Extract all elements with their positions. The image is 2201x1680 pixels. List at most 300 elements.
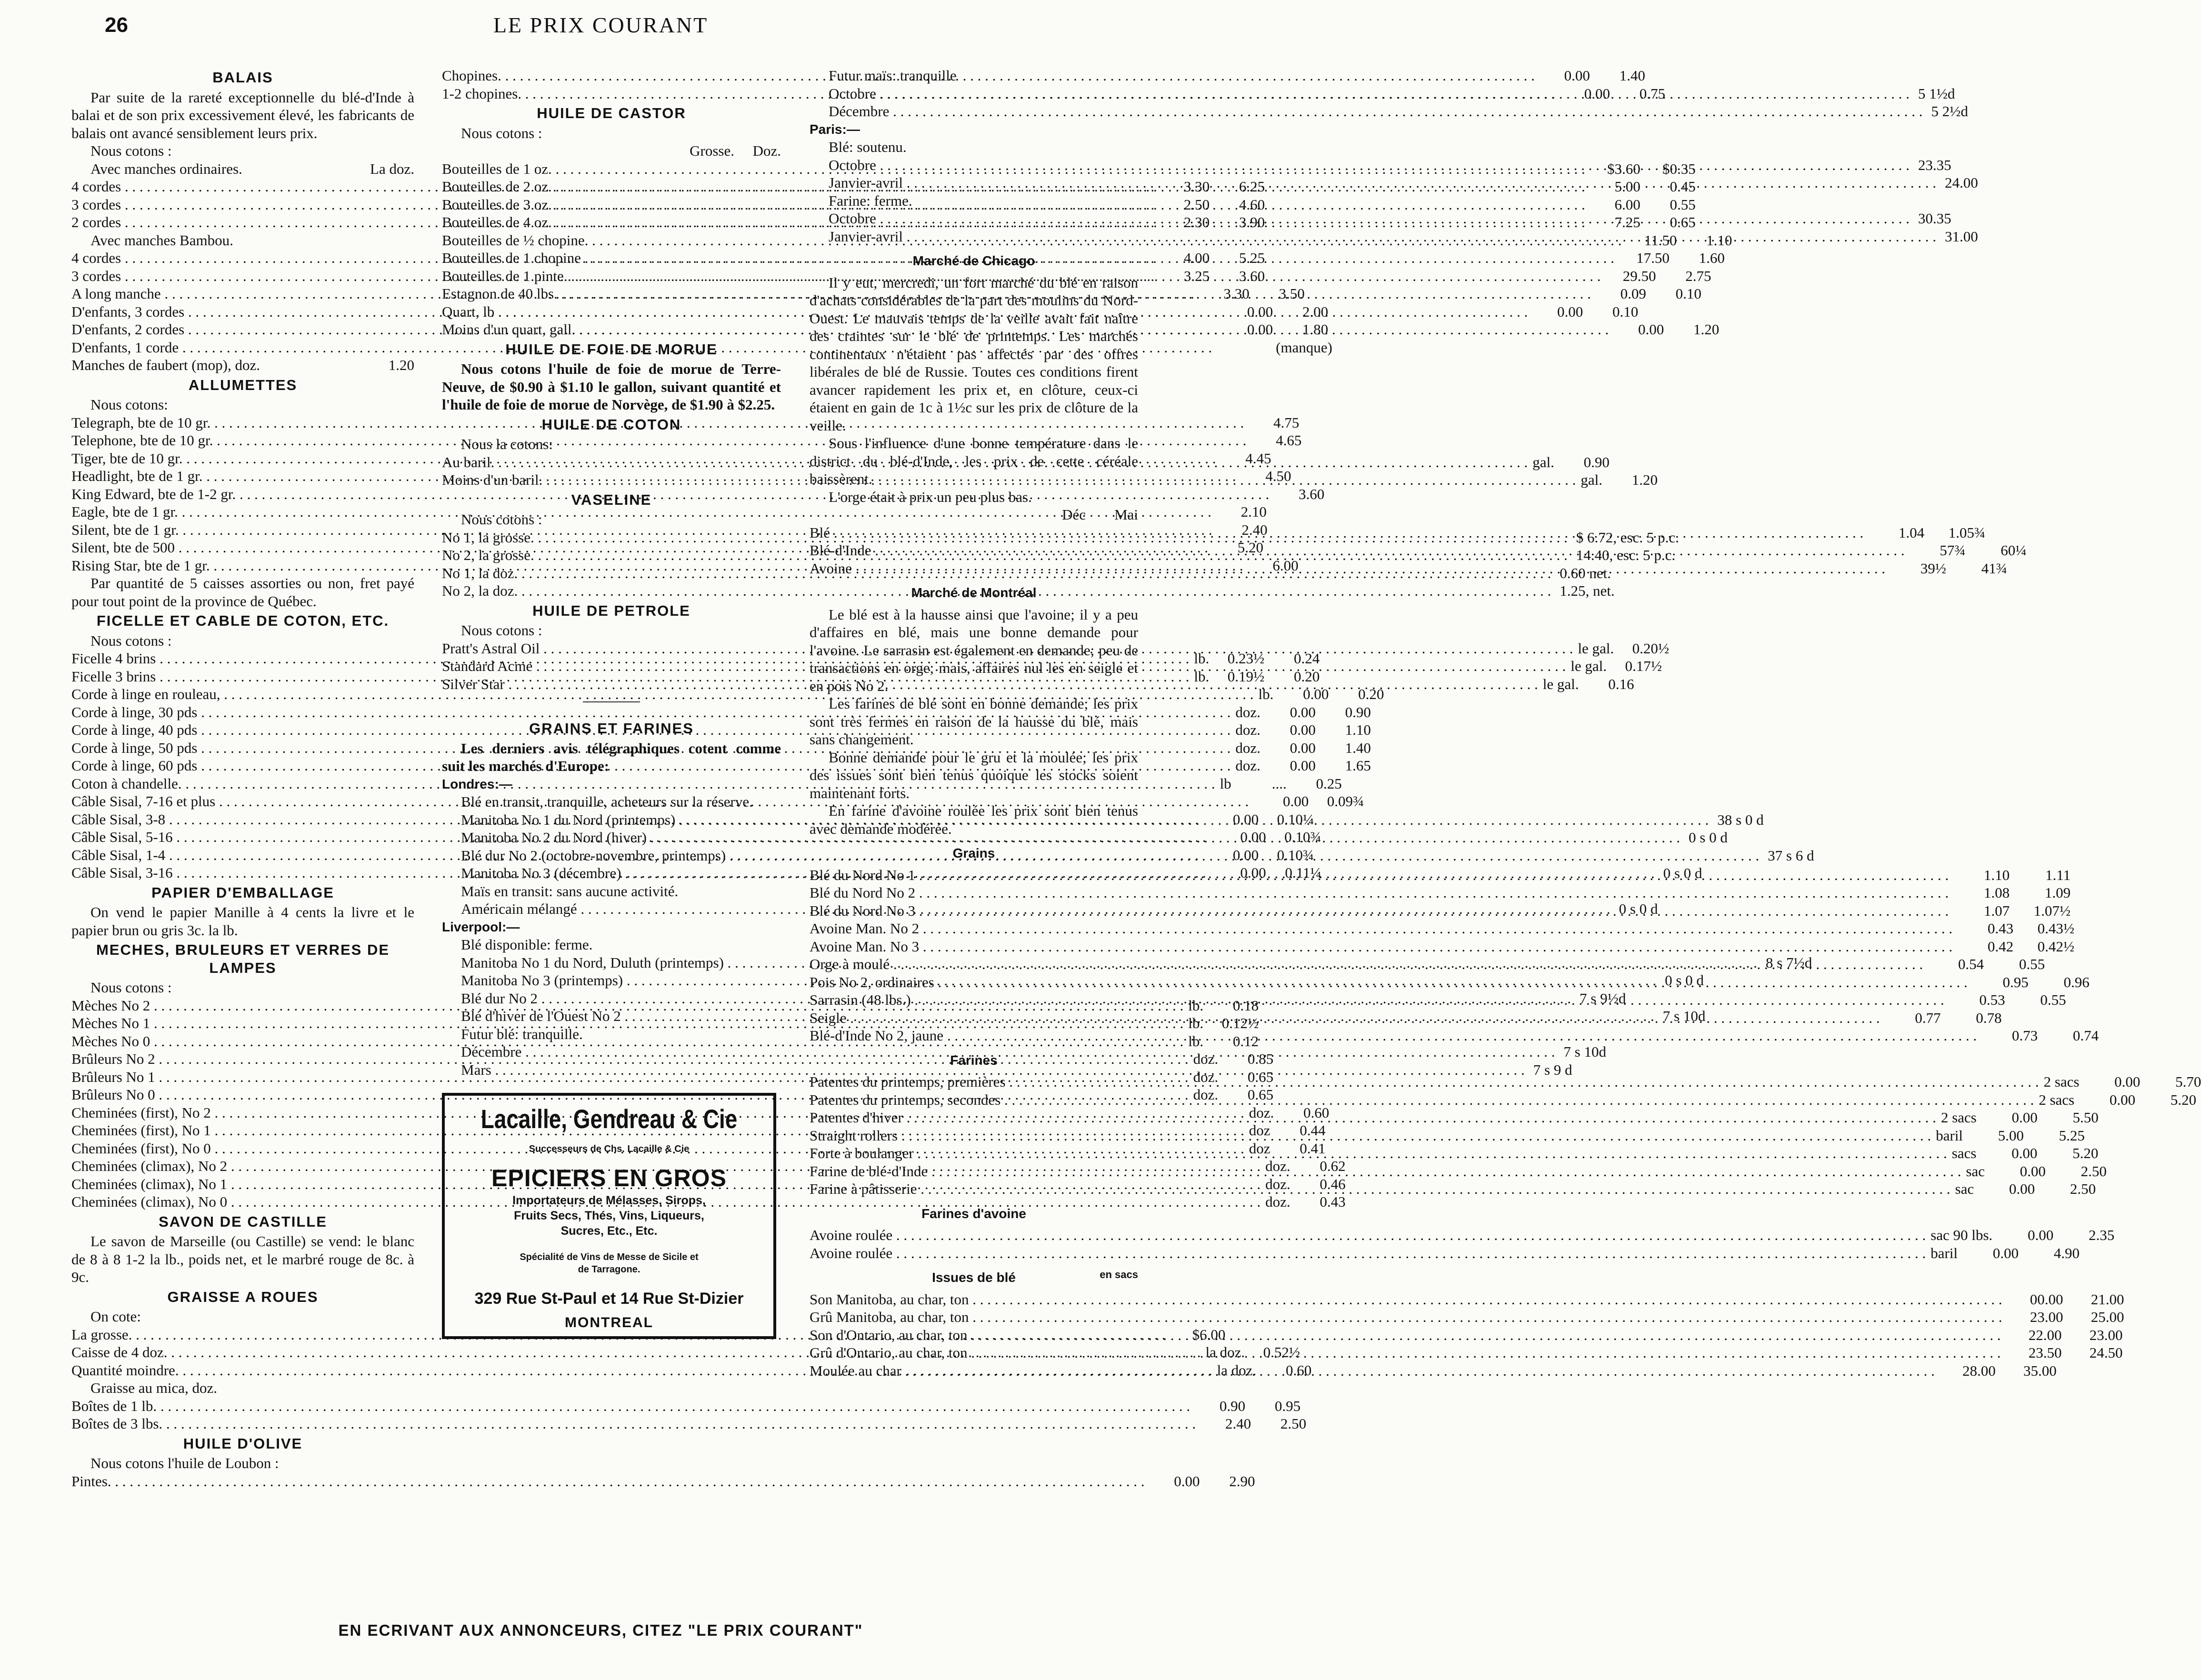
item-name: Quart, lb . . . [442,303,1528,321]
item-name: No 1, la grosse. . . . [442,529,1568,547]
ad-successors: Successeurs de Chs. Lacaille & Cie [529,1144,690,1154]
advertisement [442,1093,776,1339]
list-item: Américain mélangé . . . 0 s 0 d [442,900,781,918]
item-b: 4.60 [1239,196,1265,213]
item-value: 0.60 [1285,1361,1312,1379]
section-title-grains-farines: GRAINS ET FARINES [529,720,694,737]
montreal-text-2: Les farines de blé sont en bonne demande; les prix sont très fermes en raison de la hausse du blé, mais sans changement. [810,695,1138,748]
item-unit: baril [1931,1244,1958,1261]
section-title-montreal: Marché de Montréal [911,585,1037,600]
item-b: 2.90 [1229,1472,1255,1490]
item-a: 1.07 [1983,902,2010,919]
item-name: Bouteilles de 1 oz. . . . [442,160,1585,178]
section-title-graisse: GRAISSE A ROUES [167,1288,319,1305]
item-name: Moins d'un baril. . . . [442,471,1576,489]
list-item [810,920,2075,938]
item-b: 0.78 [1976,1009,2002,1026]
item-name: Manitoba No 2 du Nord (hiver) . . . [461,829,1680,847]
item-value: 0.43 [1320,1193,1346,1210]
item-value: 2.10 [1241,503,1267,520]
item-value: 0.62 [1320,1158,1346,1174]
huile-olive-list [71,1472,1255,1490]
huile-olive-text: Nous cotons l'huile de Loubon : [90,1455,279,1471]
ad-address: 329 Rue St-Paul et 14 Rue St-Dizier [474,1289,744,1308]
item-name: Brûleurs No 1 . . . [71,1068,1189,1086]
farines-avoine-list [810,1226,2115,1262]
item-a: 57¾ [1940,542,1966,559]
item-b: 0.55 [1670,196,1696,213]
item-name: Farine de blé-d'Inde . . . [810,1162,1961,1180]
item-name: Câble Sisal, 3-8 . . . [71,810,1199,829]
item-name: Bouteilles de 1 pinte. . . . [442,267,1601,285]
item-a: 5.00 [1614,178,1641,195]
item-name: Pratt's Astral Oil . . . [442,640,1573,658]
section-title-huile-olive: HUILE D'OLIVE [183,1435,303,1452]
item-b: 1.10 [1706,231,1732,249]
item-unit: lb. [1188,1032,1204,1050]
graisse-mica-list [71,1397,1307,1433]
montreal-text-3: Bonne demande pour le gru et la moulée; les prix des issues sont bien tenus quoique les stocks soient maintenant forts. [810,749,1138,801]
item-a: 0.00 [2011,1109,2038,1126]
item-name: Mèches No 0 . . . [71,1032,1183,1050]
item-unit: lb. [1258,686,1274,702]
list-item [810,884,2071,902]
huile-coton-nous-cotons: Nous la cotons: [461,436,553,452]
item-a: 0.00 [1240,864,1266,881]
item-a: 29.50 [1622,267,1656,284]
item-value: 0 s 0 d [1665,972,1704,989]
item-b: 6.25 [1239,178,1265,195]
item-unit: doz. [1193,1050,1219,1067]
item-name: 3 cordes . . . [71,267,1154,285]
item-name: Mèches No 1 . . . [71,1014,1183,1032]
item-name: Cheminées (first), No 0 . . . [71,1140,1244,1158]
item-value: 7 s 9½d [1580,990,1626,1007]
huile-castor-column-headers: Grosse. Doz. [690,142,781,159]
item-b: 0.09¾ [1327,793,1364,810]
item-b: 0.45 [1670,178,1696,195]
item-unit: doz [1249,1122,1271,1139]
item-name: Standard Acme . . . [442,657,1566,675]
ad-line-2: Fruits Secs, Thés, Vins, Liqueurs, [514,1209,704,1222]
item-unit: doz. [1193,1068,1219,1085]
item-name: 4 cordes . . . [71,178,1154,196]
item-unit: le gal. [1571,658,1607,674]
item-name: Décembre . . . [829,102,1922,120]
item-name: Câble Sisal, 1-4 . . . [71,846,1199,864]
item-name: No 1, la doz. . . . [442,564,1551,582]
item-a: 0.00 [1232,846,1259,863]
ad-specialty: Spécialité de Vins de Messe de Sicile et de Tarragone. [520,1251,699,1275]
item-value: 0 s 0 d [1689,829,1728,846]
section-title-huile-morue: HUILE DE FOIE DE MORUE [505,340,718,358]
section-title-farines-avoine: Farines d'avoine [921,1206,1026,1221]
item-unit: doz. [1249,1104,1274,1121]
list-item [810,1244,2080,1262]
item-name: Coton à chandelle. . . . [71,775,1215,793]
item-name: Seigle . . . [810,1009,1880,1027]
item-a: 2.50 [1183,196,1210,213]
item-b: 3.60 [1239,267,1265,284]
item-a: 0.00 [2020,1162,2046,1180]
futur-mais-text: Futur maïs: tranquille [829,67,957,84]
item-value: 38 s 0 d [1717,811,1764,828]
item-b: 1.05¾ [1948,524,1986,541]
item-unit: lb. [1194,668,1210,685]
item-a: 0.00 [1290,721,1316,738]
item-value: 0.65 [1247,1086,1274,1103]
item-name: Son d'Ontario, au char, ton . . . [810,1326,2001,1344]
item-name: Moulée au char . . . [810,1362,1935,1380]
item-name: Corde à linge, 50 pds . . . [71,739,1231,757]
item-unit: lb [1220,775,1231,792]
item-name: Blé-d'Inde No 2, jaune . . . [810,1027,1977,1045]
item-b: 1.65 [1345,757,1371,774]
item-b: 0.95 [1274,1397,1301,1414]
item-unit: sac [1955,1180,1974,1197]
item-a: 5.00 [1998,1127,2024,1144]
item-b: 0.20 [1293,668,1320,685]
item-b: 5.25 [2059,1127,2085,1144]
item-b: 2.50 [2081,1162,2107,1180]
issues-unit: en sacs [1100,1269,1138,1280]
item-unit: doz. [1235,739,1261,756]
item-name: La grosse. . . . [71,1326,1165,1344]
papier-text: On vend le papier Manille à 4 cents la livre et le papier brun ou gris 3c. la lb. [71,904,414,939]
item-value: 0.41 [1300,1140,1326,1157]
item-name: Au baril. . . . [442,453,1528,471]
section-title-papier: PAPIER D'EMBALLAGE [151,884,334,901]
item-value: $6.00 [1192,1326,1226,1343]
item-name: Pintes. . . . [71,1472,1145,1490]
item-unit: gal. [1581,471,1603,488]
huile-morue-text: Nous cotons l'huile de foie de morue de Terre-Neuve, de $0.90 à $1.10 le gallon, suivant quantité et l'huile de foie de morue de Norvège, de $1.90 à $2.25. [442,360,781,413]
item-value: $ 6.72, esc. 5 p.c. [1576,529,1679,546]
allumettes-note: Par quantité de 5 caisses assorties ou non, fret payé pour tout point de la province de Québec. [71,575,414,610]
item-value: 0.16 [1608,675,1634,692]
item-name: Blé dur No 2 (octobre-novembre, printemps) . . . [461,847,1759,865]
item-unit: doz. [1193,1086,1219,1103]
item-a: 0.00 [1247,321,1273,338]
item-a: 0.00 [1564,67,1590,84]
item-a: 0.00 [1247,303,1273,320]
item-unit: doz [1249,1140,1271,1157]
chicago-text-2: Sous l'influence d'une bonne température dans le district du blé-d'Inde, les prix de cette céréale baissèrent. [810,435,1138,487]
item-name: Telegraph, bte de 10 gr. . . . [71,414,1244,432]
item-name: D'enfants, 3 cordes . . . [71,303,1218,321]
item-name: Eagle, bte de 1 gr. . . . [71,503,1211,521]
item-name: Grû d'Ontario, au char, ton . . . [810,1344,2001,1362]
savon-text: Le savon de Marseille (ou Castille) se vend: le blanc de 8 à 8 1-2 la lb., poids net, et le marbré rouge de 8c. à 9c. [71,1233,414,1285]
item-name: Pois No 2, ordinaires . . . [810,973,1968,991]
liverpool-text: Blé disponible: ferme. [461,936,593,953]
item-name: Mars . . . [461,1061,1525,1079]
item-name: 1-2 chopines. . . . [442,85,1555,103]
item-name: A long manche . . . [71,285,1194,303]
page-number: 26 [105,13,128,37]
item-b: 3.50 [1279,285,1305,302]
item-b: 0.75 [1639,85,1666,102]
item-value: 23.35 [1918,156,1951,173]
section-title-chicago: Marché de Chicago [912,253,1035,268]
ficelle-nous-cotons: Nous cotons : [90,632,172,649]
item-value: 0.60 [1303,1104,1330,1121]
item-b: 0.10¾ [1277,846,1314,863]
item-a: 0.23½ [1227,650,1265,667]
list-item [810,1226,2115,1244]
item-a: 23.50 [2028,1344,2062,1361]
list-item [71,1472,1255,1490]
ad-line-1: Importateurs de Mélasses, Sirops, [512,1193,706,1207]
balais-bambou-label: Avec manches Bambou. [90,231,233,249]
item-unit: doz. [1235,721,1261,738]
item-b: 3.90 [1239,214,1265,230]
item-value: 8 s 7½d [1765,954,1812,971]
item-name: Manitoba No 3 (décembre) . . . [461,864,1655,882]
section-title-savon: SAVON DE CASTILLE [159,1213,327,1230]
item-name: Octobre . . . [829,85,1910,103]
item-b: 0.55 [2019,956,2045,972]
item-name: Bouteilles de 4 oz. . . . [442,213,1585,231]
montreal-text-4: En farine d'avoine roulée les prix sont bien tenus avec demande modérée. [810,802,1138,837]
item-a: 22.00 [2028,1326,2062,1343]
item-value: 7 s 9 d [1533,1061,1572,1078]
section-title-meches: MECHES, BRULEURS ET VERRES DE LAMPES [96,941,390,976]
section-title-huile-castor: HUILE DE CASTOR [537,105,686,121]
item-a: 0.00 [1557,303,1583,320]
item-name: Sarrasin (48 lbs.) . . . [810,991,1944,1009]
item-a [1212,339,1267,357]
item-name: Corde à linge, 40 pds . . . [71,721,1231,739]
item-b: 0.65 [1670,214,1696,230]
vaseline-nous-cotons: Nous cotons : [461,511,542,528]
item-a: .... [1271,775,1287,792]
item-a: 0.00 [1232,810,1259,828]
item-b: 0.10 [1612,303,1639,320]
item-a: 0.53 [1979,991,2005,1008]
item-a: 0.43 [1987,920,2014,937]
item-name: Son Manitoba, au char, ton . . . [810,1290,2002,1309]
item-a: 3.30 [1183,178,1210,195]
item-name: Boîtes de 1 lb. . . . [71,1397,1190,1415]
item-b: 2.50 [2070,1180,2096,1197]
item-value: 4.45 [1245,450,1271,467]
item-b: 0.10 [1675,285,1701,302]
futur-ble-text: Futur blé: tranquille. [461,1025,583,1042]
item-name: Blé du Nord No 3 . . . [810,902,1949,920]
item-b: 0.24 [1293,650,1320,667]
section-title-ficelle: FICELLE ET CABLE DE COTON, ETC. [96,612,390,629]
item-a: 0.00 [2027,1227,2054,1243]
item-name: Ficelle 4 brins . . . [71,650,1189,668]
item-name: Orge à moulé . . . [810,955,1923,973]
huile-petrole-nous-cotons: Nous cotons : [461,622,542,639]
item-b: 2.35 [2088,1227,2115,1243]
page-footer: EN ECRIVANT AUX ANNONCEURS, CITEZ "LE PRIX COURANT" [338,1621,863,1639]
section-title-huile-coton: HUILE DE COTON [541,416,681,433]
item-name: Blé d'hiver de l'Ouest No 2 . . . [461,1007,1654,1025]
item-value: 0.17½ [1625,658,1662,674]
item-name: Câble Sisal, 5-16 . . . [71,828,1206,846]
item-name: 2 cordes . . . [71,213,1154,231]
item-a: 0.95 [2002,973,2029,990]
mais-text: Maïs en transit: sans aucune activité. [461,882,679,900]
paris-farine: Farine: ferme. [829,192,912,209]
item-name: Rising Star, bte de 1 gr. . . . [71,557,1243,575]
item-value: 0.20½ [1632,640,1670,657]
item-b: 0.74 [2072,1027,2099,1044]
item-a: 0.00 [1584,85,1611,102]
item-a: 39½ [1920,560,1946,577]
item-a: 0.90 [1219,1397,1246,1414]
item-b: $0.35 [1662,160,1696,177]
item-b: 0.10¼ [1277,810,1314,828]
item-name: Bouteilles de 2 oz. . . . [442,178,1585,196]
item-name: Telephone, bte de 10 gr. . . . [71,431,1246,450]
item-value: 1.25, net. [1560,582,1615,599]
item-value: 0.52½ [1263,1344,1301,1360]
item-value: 4.65 [1276,432,1302,449]
item-a: 2.40 [1225,1415,1251,1432]
item-value: 5 1½d [1918,85,1955,102]
item-name: Headlight, bte de 1 gr. . . . [71,467,1236,485]
item-a: 0.00 [1290,739,1316,756]
item-name: No 2, la doz. . . . [442,582,1551,600]
paris-label: Paris:— [810,121,860,137]
page-header [0,12,1201,46]
ad-trade: EPICIERS EN GROS [491,1164,727,1191]
section-title-farines: Farines [950,1052,998,1068]
chicago-text-1: Il y eut, mercredi, un fort marché du blé en raison d'achats considérables de la part des moulins du Nord-Ouest. Le mauvais temps de la veille avait fait naître des craintes sur le blé de printemps. Les marchés continentaux n'étaient pas affectés par des offres libérales de blé de Russie. Toutes ces conditions firent avancer rapidement les prix et, en clôture, ceux-ci étaient en gain de 1c à 1½c sur les prix de clôture de la veille. [810,274,1138,434]
item-name: Manitoba No 3 (printemps) . . . [461,971,1656,990]
item-b: 41¾ [1981,560,2007,577]
item-value: 4.50 [1265,468,1291,484]
item-name: Manitoba No 1 du Nord (printemps) . . . [461,811,1709,829]
item-b: 5.25 [1239,250,1265,266]
item-b: 1.20 [1693,321,1720,338]
item-b: 1.40 [1619,67,1645,84]
item-unit: sac [1966,1162,1985,1180]
item-b: 1.60 [1699,250,1725,266]
list-item: Manches de faubert (mop), doz. 1.20 [71,357,414,373]
item-value: 5 2½d [1931,103,1968,120]
item-b: 2.75 [1685,267,1711,284]
item-name: Chopines. . . . [442,67,1535,85]
item-value: 7 s 10d [1563,1043,1606,1060]
page-title: LE PRIX COURANT [493,13,709,37]
item-name: Bouteilles de 3 oz. . . . [442,196,1585,214]
item-value: 3.60 [1298,485,1325,502]
item-a: 0.00 [2009,1180,2035,1197]
item-a: 11.50 [1644,231,1677,249]
item-name: Câble Sisal, 7-16 et plus . . . [71,792,1249,810]
item-value: 5.20 [1237,539,1263,556]
section-title-issues: Issues de blé en sacs [810,1269,1138,1287]
item-b: 0.25 [1316,775,1342,792]
item-name: Cheminées (first), No 1 . . . [71,1121,1244,1140]
item-name: Câble Sisal, 3-16 . . . [71,864,1206,882]
ad-firm-name: Lacaille, Gendreau & Cie [480,1104,738,1134]
item-value: 0.65 [1247,1068,1274,1085]
item-value: 1.20 [1631,471,1658,488]
item-unit: le gal. [1578,640,1614,657]
item-unit: doz. [1265,1175,1291,1192]
item-name: Moins d'un quart, gall. . . . [442,320,1609,339]
item-name: Forte à boulanger . . . [810,1144,1947,1162]
item-name: Boîtes de 3 lbs. . . . [71,1415,1196,1433]
item-a: 1.10 [1983,866,2010,883]
item-value: 0.90 [1583,453,1610,470]
item-b: 4.90 [2053,1244,2080,1261]
item-b: 2.50 [1280,1415,1307,1432]
item-b: 5.20 [2072,1145,2099,1161]
item-a: 0.42 [1987,938,2014,955]
ad-city: MONTREAL [565,1314,653,1330]
item-name: Cheminées (climax), No 0 . . . [71,1193,1261,1211]
item-value: 0.85 [1247,1050,1274,1067]
huile-castor-nous-cotons: Nous cotons : [461,124,542,141]
item-name: Quantité moindre. . . . [71,1361,1212,1380]
item-a: 23.00 [2030,1309,2063,1325]
item-name: King Edward, bte de 1-2 gr. . . . [71,485,1269,503]
item-b: 23.00 [2089,1326,2123,1343]
item-a: 0.00 [1240,829,1266,845]
item-a: 0.00 [2011,1145,2038,1161]
section-title-balais: BALAIS [212,69,273,86]
item-value: 4.75 [1273,414,1300,431]
item-unit: gal. [1532,453,1554,470]
item-b: 35.00 [2023,1362,2057,1379]
item-unit: le gal. [1542,675,1579,692]
item-unit: sacs [1951,1145,1977,1161]
list-item [71,1415,1307,1433]
item-name: Silent, bte de 500 . . . [71,539,1208,557]
list-item [810,938,2075,956]
item-name: Brûleurs No 0 . . . [71,1086,1189,1104]
item-name: Patentes d'hiver . . . [810,1109,1936,1127]
item-name: Cheminées (climax), No 2 . . . [71,1157,1261,1175]
item-a: 3.25 [1183,267,1210,284]
item-value: 7 s 10d [1662,1008,1706,1024]
item-name: Silent, bte de 1 gr. . . . [71,521,1212,539]
item-a: 0.00 [1638,321,1664,338]
item-name: No 2, la grosse. . . . [442,546,1568,564]
item-a: 28.00 [1962,1362,1996,1379]
list-item [810,102,1968,120]
item-b: 1.09 [2044,884,2071,901]
item-unit: lb. [1194,650,1210,667]
londres-text: Blé en transit, tranquille, acheteurs sur la réserve. [461,793,753,810]
item-a: $3.60 [1607,160,1641,177]
item-name: Farine à pâtisserie . . . [810,1180,1951,1198]
item-value: 0.46 [1320,1175,1346,1192]
item-unit: baril [1936,1127,1963,1144]
item-value: 0.18 [1232,997,1259,1014]
item-a: 0.00 [1290,757,1316,774]
item-b: 21.00 [2091,1290,2124,1308]
item-unit: 2 sacs [1941,1109,1977,1126]
item-name: Grû Manitoba, au char, ton . . . [810,1308,2002,1326]
item-value: 0.60 net. [1560,564,1611,581]
item-b: 5.50 [2072,1109,2099,1126]
item-name: Caisse de 4 doz. . . . [71,1343,1201,1361]
item-name: Ficelle 3 brins . . . [71,668,1189,686]
item-b: 0.20 [1358,686,1384,702]
item-unit: doz. [1265,1193,1291,1210]
item-value: 30.35 [1918,210,1951,227]
item-name: Blé-d'Inde . . . [810,541,1905,560]
item-value: 2.40 [1241,521,1268,538]
